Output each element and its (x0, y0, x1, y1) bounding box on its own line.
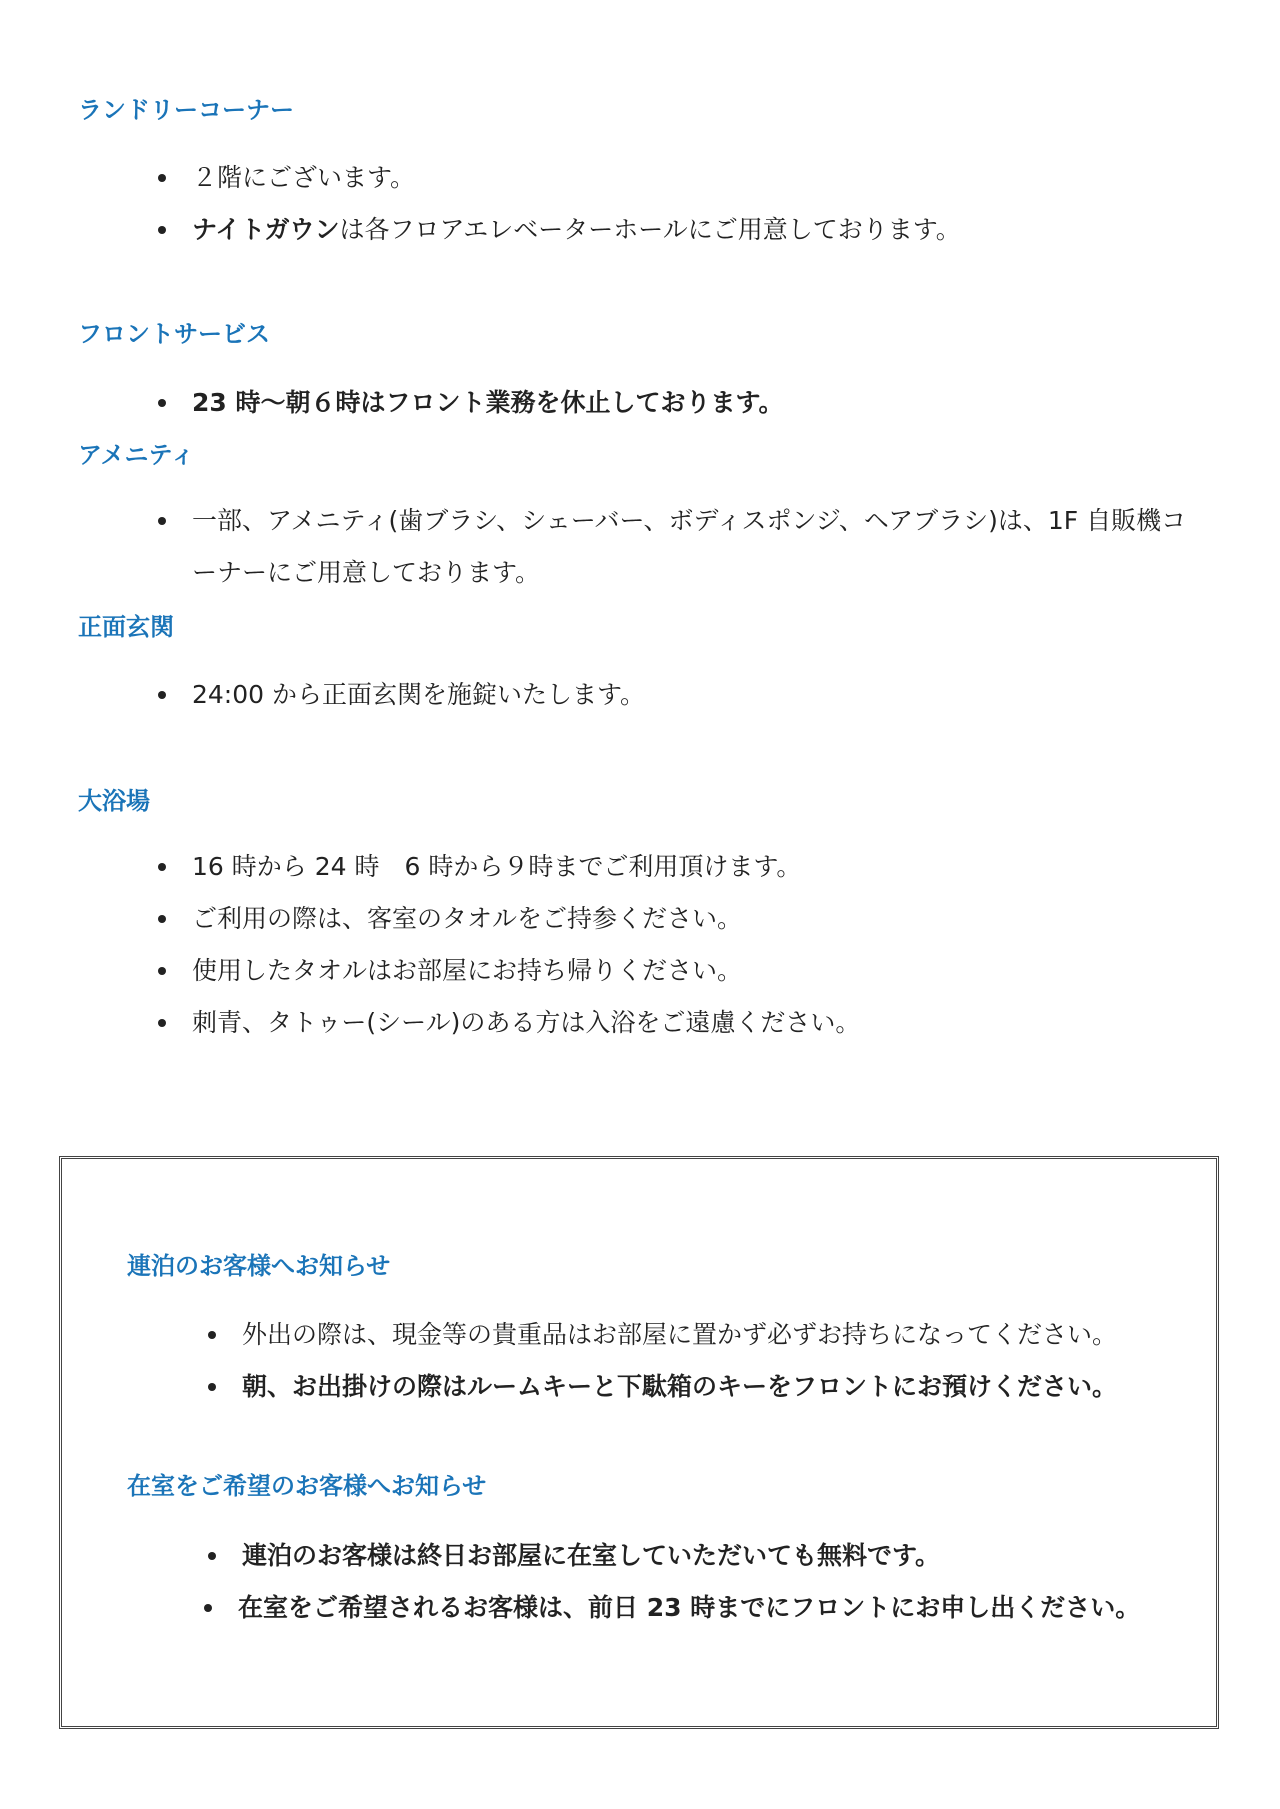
notice-consecutive-list (62, 1309, 1117, 1413)
bullet-icon (158, 399, 166, 407)
notice-stay-heading: 在室をご希望のお客様へお知らせ (127, 1472, 487, 1500)
list-item-text: 使用したタオルはお部屋にお持ち帰りください。 (192, 956, 743, 985)
entrance-heading: 正面玄関 (78, 613, 174, 641)
list-item (0, 893, 860, 945)
front-heading: フロントサービス (78, 320, 270, 348)
amenity-list (0, 495, 1192, 599)
amenity-heading: アメニティ (78, 441, 195, 469)
list-item-text: 外出の際は、現金等の貴重品はお部屋に置かず必ずお持ちになってください。 (242, 1320, 1118, 1349)
list-item (0, 841, 860, 893)
list-item (62, 1582, 1140, 1634)
list-item (0, 152, 961, 204)
list-item (0, 377, 784, 429)
list-item-text: 23 時～朝６時はフロント業務を休止しております。 (192, 388, 784, 417)
bullet-icon (208, 1552, 216, 1560)
list-item-text: 24:00 から正面玄関を施錠いたします。 (192, 680, 645, 709)
notice-box (59, 1156, 1219, 1729)
list-item (0, 669, 645, 721)
list-item-text: ご利用の際は、客室のタオルをご持参ください。 (192, 904, 743, 933)
list-item-text: 16 時から 24 時 6 時から９時までご利用頂けます。 (192, 852, 802, 881)
bullet-icon (204, 1604, 212, 1612)
list-item (0, 945, 860, 997)
list-item (0, 495, 1192, 599)
bullet-icon (208, 1383, 216, 1391)
bath-heading: 大浴場 (78, 787, 150, 815)
bullet-icon (158, 226, 166, 234)
entrance-list (0, 669, 645, 721)
list-item (0, 997, 860, 1049)
list-item (62, 1530, 1140, 1582)
list-item-text: 朝、お出掛けの際はルームキーと下駄箱のキーをフロントにお預けください。 (242, 1372, 1118, 1401)
notice-stay-list (62, 1530, 1140, 1634)
list-item-text: 連泊のお客様は終日お部屋に在室していただいても無料です。 (242, 1541, 941, 1570)
bullet-icon (158, 691, 166, 699)
bath-list (0, 841, 860, 1049)
bullet-icon (158, 174, 166, 182)
list-item-text: 在室をご希望されるお客様は、前日 23 時までにフロントにお申し出ください。 (238, 1593, 1141, 1622)
list-item-text: 一部、アメニティ(歯ブラシ、シェーバー、ボディスポンジ、ヘアブラシ)は、1F 自販機コーナーにご用意しております。 (192, 506, 1187, 587)
list-item (62, 1361, 1117, 1413)
list-item-text: は各フロアエレベーターホールにご用意しております。 (339, 215, 961, 244)
bullet-icon (208, 1331, 216, 1339)
list-item (0, 204, 961, 256)
bullet-icon (158, 967, 166, 975)
list-item-bold-text: ナイトガウン (192, 215, 340, 244)
front-list (0, 377, 784, 429)
laundry-list (0, 152, 961, 256)
list-item-text: 刺青、タトゥー(シール)のある方は入浴をご遠慮ください。 (192, 1008, 861, 1037)
bullet-icon (158, 517, 166, 525)
bullet-icon (158, 915, 166, 923)
bullet-icon (158, 863, 166, 871)
list-item-text: ２階にございます。 (192, 163, 416, 192)
bullet-icon (158, 1019, 166, 1027)
laundry-heading: ランドリーコーナー (78, 96, 294, 124)
notice-consecutive-heading: 連泊のお客様へお知らせ (127, 1252, 391, 1280)
list-item (62, 1309, 1117, 1361)
